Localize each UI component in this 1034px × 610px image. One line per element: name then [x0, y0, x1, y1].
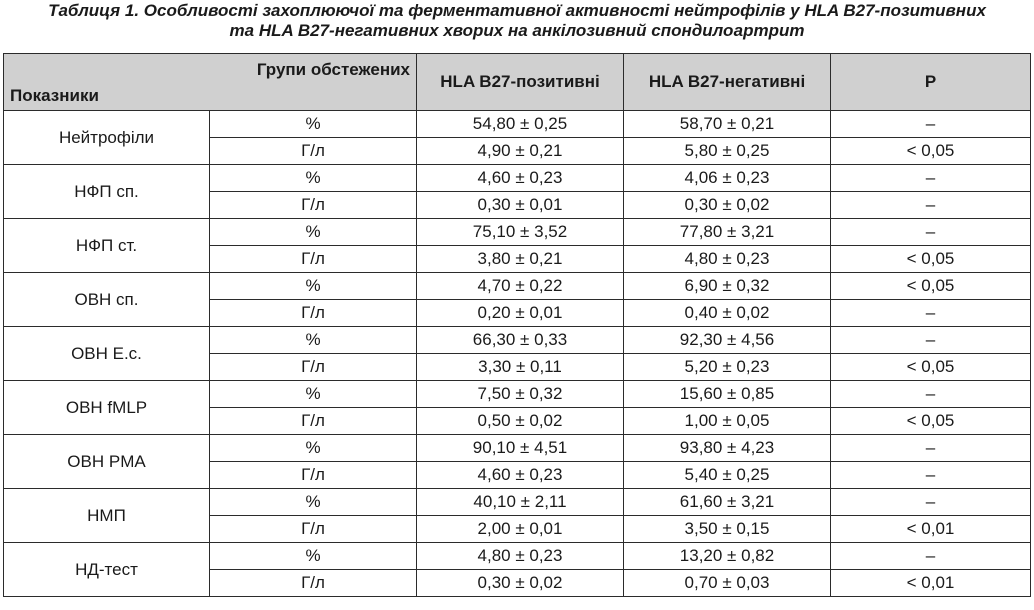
p-value: – [831, 435, 1031, 462]
hla-negative-value: 3,50 ± 0,15 [624, 516, 831, 543]
unit-cell: % [210, 273, 417, 300]
hla-negative-value: 93,80 ± 4,23 [624, 435, 831, 462]
p-value: – [831, 219, 1031, 246]
row-label: ОВН fMLP [4, 381, 210, 435]
hla-positive-value: 0,30 ± 0,02 [417, 570, 624, 597]
unit-cell: Г/л [210, 246, 417, 273]
hla-negative-value: 6,90 ± 0,32 [624, 273, 831, 300]
unit-cell: Г/л [210, 516, 417, 543]
table-row [4, 273, 1031, 300]
unit-cell: Г/л [210, 570, 417, 597]
unit-cell: % [210, 435, 417, 462]
unit-cell: Г/л [210, 462, 417, 489]
header-row [4, 54, 1031, 111]
row-label: ОВН E.c. [4, 327, 210, 381]
table-row [4, 219, 1031, 246]
p-value: – [831, 381, 1031, 408]
header-corner [4, 54, 417, 111]
p-value: < 0,05 [831, 273, 1031, 300]
hla-negative-value: 15,60 ± 0,85 [624, 381, 831, 408]
hla-negative-value: 58,70 ± 0,21 [624, 111, 831, 138]
p-value: < 0,01 [831, 516, 1031, 543]
caption-line-1: Таблиця 1. Особливості захоплюючої та ферментативної активності нейтрофілів у HLA B27-позитивних [48, 1, 986, 20]
hla-positive-value: 0,30 ± 0,01 [417, 192, 624, 219]
hla-negative-value: 4,80 ± 0,23 [624, 246, 831, 273]
row-label: НМП [4, 489, 210, 543]
row-label: НФП сп. [4, 165, 210, 219]
table-row [4, 489, 1031, 516]
p-value: – [831, 462, 1031, 489]
hla-positive-value: 75,10 ± 3,52 [417, 219, 624, 246]
p-value: < 0,05 [831, 138, 1031, 165]
hla-negative-value: 4,06 ± 0,23 [624, 165, 831, 192]
p-value: – [831, 192, 1031, 219]
p-value: < 0,05 [831, 408, 1031, 435]
unit-cell: % [210, 381, 417, 408]
unit-cell: Г/л [210, 408, 417, 435]
header-hla-positive: HLA B27-позитивні [417, 54, 624, 111]
table-row [4, 165, 1031, 192]
row-label: ОВН PMA [4, 435, 210, 489]
row-label: НФП ст. [4, 219, 210, 273]
unit-cell: % [210, 327, 417, 354]
unit-cell: % [210, 165, 417, 192]
header-indicators: Показники [10, 86, 99, 105]
header-hla-negative: HLA B27-негативні [624, 54, 831, 111]
hla-positive-value: 4,60 ± 0,23 [417, 462, 624, 489]
hla-negative-value: 0,70 ± 0,03 [624, 570, 831, 597]
hla-positive-value: 0,50 ± 0,02 [417, 408, 624, 435]
table-body [4, 111, 1031, 597]
hla-negative-value: 5,20 ± 0,23 [624, 354, 831, 381]
unit-cell: % [210, 111, 417, 138]
hla-positive-value: 40,10 ± 2,11 [417, 489, 624, 516]
p-value: – [831, 111, 1031, 138]
table-row [4, 111, 1031, 138]
table-row [4, 327, 1031, 354]
hla-positive-value: 90,10 ± 4,51 [417, 435, 624, 462]
hla-negative-value: 1,00 ± 0,05 [624, 408, 831, 435]
p-value: – [831, 300, 1031, 327]
table-row [4, 543, 1031, 570]
p-value: – [831, 543, 1031, 570]
header-groups: Групи обстежених [256, 60, 410, 79]
hla-negative-value: 0,30 ± 0,02 [624, 192, 831, 219]
hla-positive-value: 3,80 ± 0,21 [417, 246, 624, 273]
row-label: Нейтрофіли [4, 111, 210, 165]
unit-cell: Г/л [210, 192, 417, 219]
hla-positive-value: 3,30 ± 0,11 [417, 354, 624, 381]
hla-positive-value: 7,50 ± 0,32 [417, 381, 624, 408]
unit-cell: Г/л [210, 300, 417, 327]
hla-negative-value: 92,30 ± 4,56 [624, 327, 831, 354]
hla-negative-value: 61,60 ± 3,21 [624, 489, 831, 516]
unit-cell: Г/л [210, 354, 417, 381]
hla-negative-value: 5,80 ± 0,25 [624, 138, 831, 165]
unit-cell: % [210, 543, 417, 570]
p-value: – [831, 165, 1031, 192]
p-value: < 0,05 [831, 354, 1031, 381]
p-value: – [831, 489, 1031, 516]
data-table [3, 53, 1031, 597]
hla-positive-value: 4,60 ± 0,23 [417, 165, 624, 192]
hla-positive-value: 54,80 ± 0,25 [417, 111, 624, 138]
table-row [4, 435, 1031, 462]
p-value: – [831, 327, 1031, 354]
table-caption [0, 1, 1034, 41]
hla-positive-value: 66,30 ± 0,33 [417, 327, 624, 354]
row-label: НД-тест [4, 543, 210, 597]
hla-negative-value: 13,20 ± 0,82 [624, 543, 831, 570]
hla-positive-value: 0,20 ± 0,01 [417, 300, 624, 327]
caption-line-2: та HLA B27-негативних хворих на анкілозивний спондилоартрит [229, 21, 805, 40]
hla-positive-value: 4,90 ± 0,21 [417, 138, 624, 165]
hla-negative-value: 5,40 ± 0,25 [624, 462, 831, 489]
hla-positive-value: 4,70 ± 0,22 [417, 273, 624, 300]
p-value: < 0,01 [831, 570, 1031, 597]
hla-negative-value: 77,80 ± 3,21 [624, 219, 831, 246]
hla-positive-value: 4,80 ± 0,23 [417, 543, 624, 570]
unit-cell: % [210, 489, 417, 516]
row-label: ОВН сп. [4, 273, 210, 327]
table-row [4, 381, 1031, 408]
hla-negative-value: 0,40 ± 0,02 [624, 300, 831, 327]
header-p: P [831, 54, 1031, 111]
unit-cell: Г/л [210, 138, 417, 165]
p-value: < 0,05 [831, 246, 1031, 273]
hla-positive-value: 2,00 ± 0,01 [417, 516, 624, 543]
unit-cell: % [210, 219, 417, 246]
